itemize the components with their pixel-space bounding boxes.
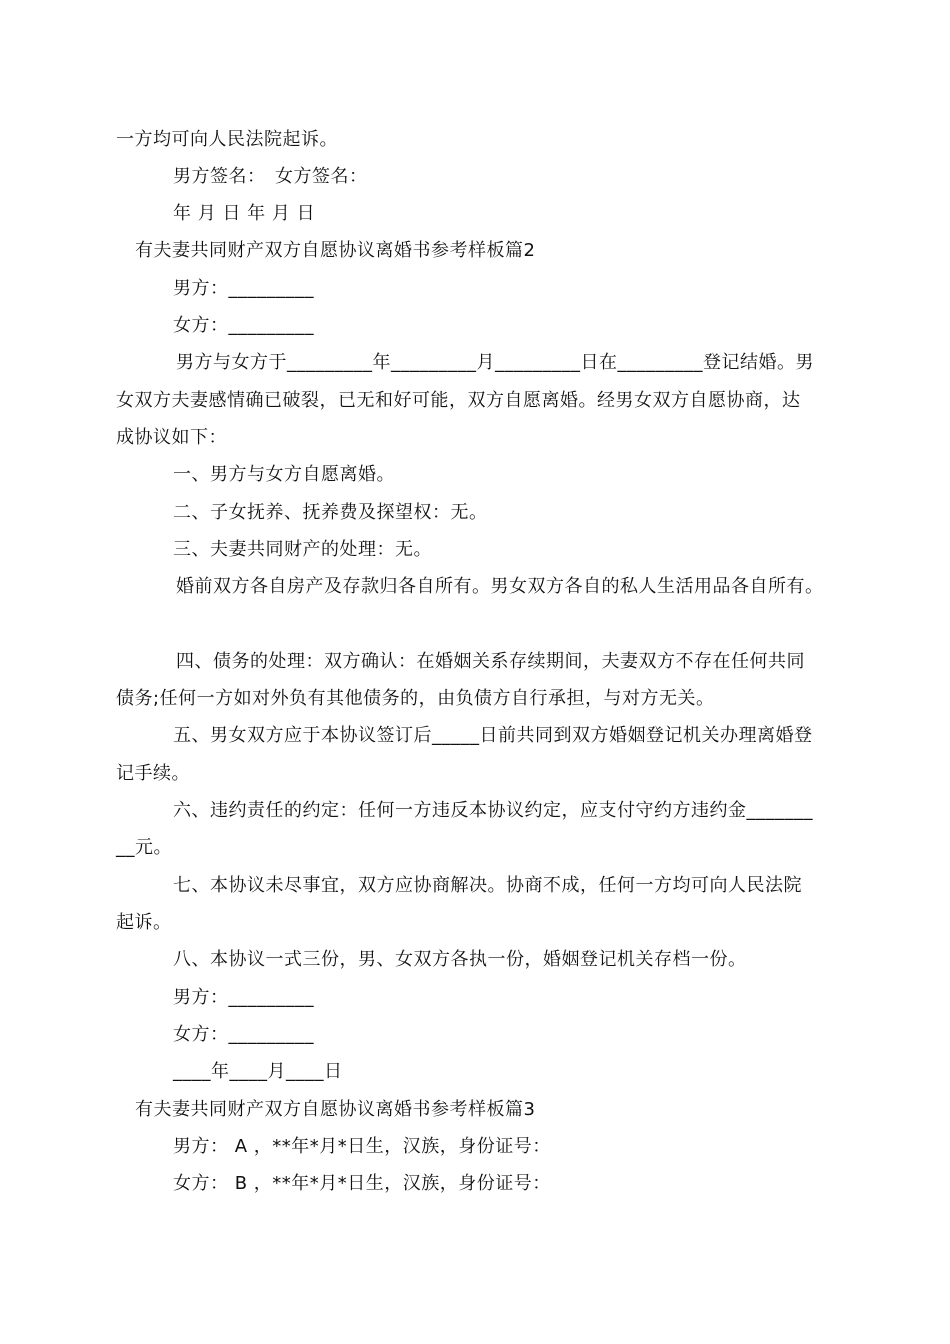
text-line: 八、本协议一式三份，男、女双方各执一份，婚姻登记机关存档一份。	[173, 949, 747, 970]
text-line: 六、违约责任的约定：任何一方违反本协议约定，应支付守约方违约金_______	[173, 800, 813, 821]
text-line: 男方与女方于_________年_________月_________日在_________登记结婚。男	[176, 352, 814, 373]
text-line: 婚前双方各自房产及存款归各自所有。男女双方各自的私人生活用品各自所有。	[176, 576, 824, 597]
text-line: 一、男方与女方自愿离婚。	[173, 464, 395, 485]
text-line: 成协议如下：	[116, 427, 227, 448]
text-line: 二、子女抚养、抚养费及探望权：无。	[173, 502, 488, 523]
text-line: 起诉。	[116, 912, 172, 933]
text-line: ____年____月____日	[173, 1061, 343, 1082]
text-line: 女方： B ，**年*月*日生，汉族，身份证号：	[173, 1173, 551, 1194]
text-line: 七、本协议未尽事宜，双方应协商解决。协商不成，任何一方均可向人民法院	[173, 875, 802, 896]
text-line: 男方：_________	[173, 987, 314, 1008]
text-line: 女方：_________	[173, 315, 314, 336]
text-line: 女双方夫妻感情确已破裂，已无和好可能，双方自愿离婚。经男女双方自愿协商，达	[116, 390, 801, 411]
text-line: 一方均可向人民法院起诉。	[116, 129, 338, 150]
text-line: 男方：_________	[173, 278, 314, 299]
section-heading: 有夫妻共同财产双方自愿协议离婚书参考样板篇3	[135, 1099, 536, 1120]
text-line: 五、男女双方应于本协议签订后_____日前共同到双方婚姻登记机关办理离婚登	[173, 725, 813, 746]
text-line: 债务;任何一方如对外负有其他债务的，由负债方自行承担，与对方无关。	[116, 688, 715, 709]
text-line: 记手续。	[116, 763, 190, 784]
text-line: 男方： A ，**年*月*日生，汉族，身份证号：	[173, 1136, 551, 1157]
text-line: __元。	[116, 837, 172, 858]
text-line: 年 月 日 年 月 日	[173, 203, 316, 224]
text-line: 三、夫妻共同财产的处理：无。	[173, 539, 432, 560]
text-line: 男方签名： 女方签名：	[173, 166, 368, 187]
text-line: 女方：_________	[173, 1024, 314, 1045]
text-line: 四、债务的处理：双方确认：在婚姻关系存续期间，夫妻双方不存在任何共同	[176, 651, 805, 672]
section-heading: 有夫妻共同财产双方自愿协议离婚书参考样板篇2	[135, 240, 536, 261]
